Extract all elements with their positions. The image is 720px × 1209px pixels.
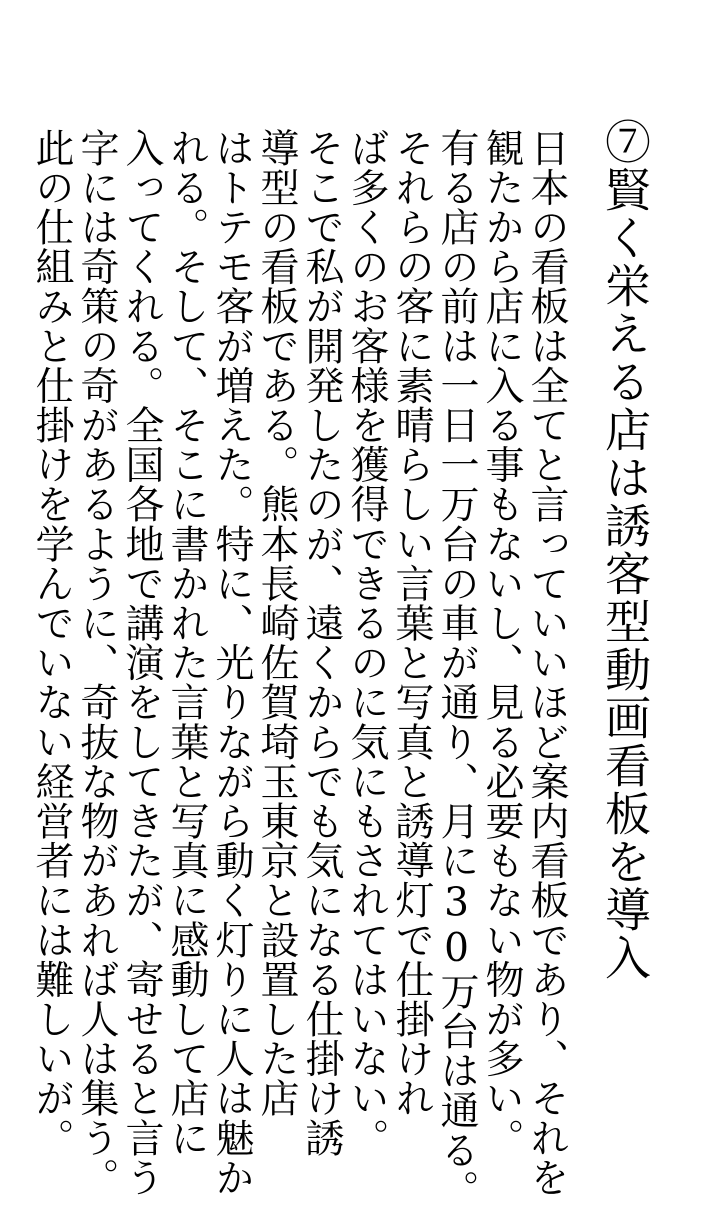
body-line-2: 観たから店に入る事もないし、見る必要もない物が多い。 — [479, 128, 524, 1158]
body-line-12: 此の仕組みと仕掛けを学んでいない経営者には難しいが。 — [29, 128, 74, 1158]
body-line-9: れる。そして、そこに書かれた言葉と写真に感動して店に — [164, 128, 209, 1158]
body-line-6: そこで私が開発したのが、遠くからでも気になる仕掛け誘 — [299, 128, 344, 1158]
body-line-4: それらの客に素晴らしい言葉と写真と誘導灯で仕掛けれ — [389, 128, 434, 1118]
body-line-5: ば多くのお客様を獲得できるのに気にもされてはいない。 — [344, 128, 389, 1158]
body-line-3: 有る店の前は一日一万台の車が通り、月に30万台は通る。 — [434, 128, 479, 1209]
body-line-10: 入ってくれる。全国各地で講演をしてきたが、寄せると言う — [119, 128, 164, 1198]
body-line-11: 字には奇策の奇があるように、奇抜な物があれば人は集う。 — [74, 128, 119, 1198]
body-line-1: 日本の看板は全てと言っていいほど案内看板であり、それを — [524, 128, 569, 1198]
document-title: ⑦賢く栄える店は誘客型動画看板を導入 — [598, 118, 652, 982]
body-line-7: 導型の看板である。熊本長崎佐賀埼玉東京と設置した店 — [254, 128, 299, 1118]
body-line-8: はトテモ客が増えた。特に、光りながら動く灯りに人は魅か — [209, 128, 254, 1198]
